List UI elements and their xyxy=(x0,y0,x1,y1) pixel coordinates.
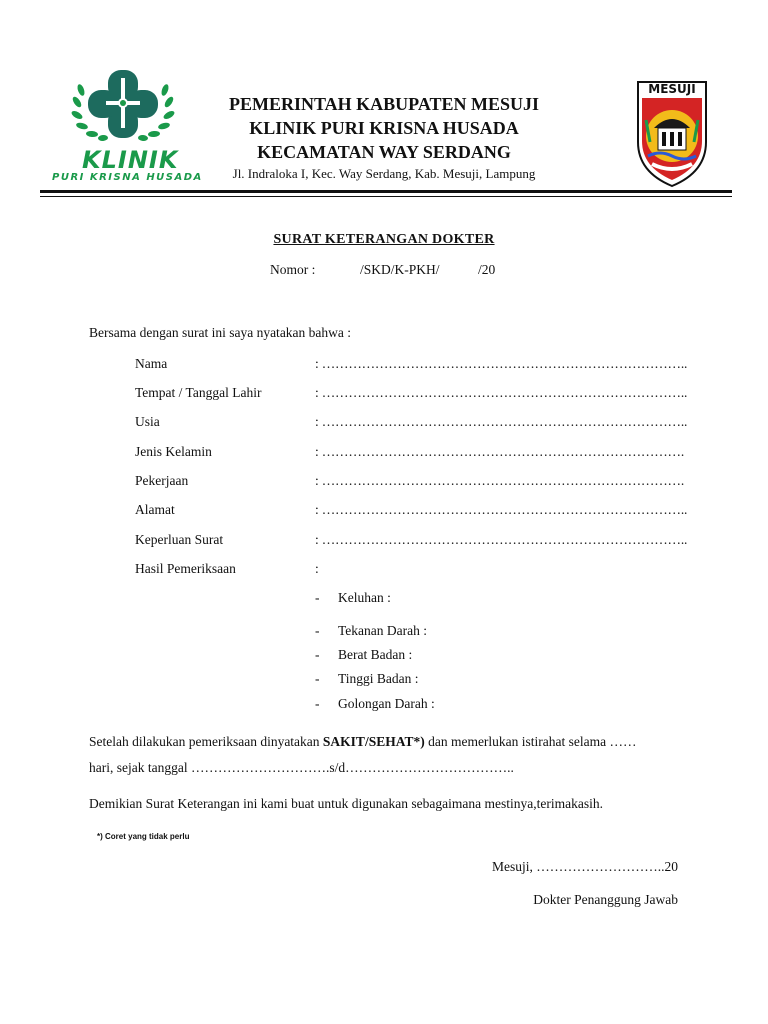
nomor-label: Nomor : xyxy=(270,262,316,277)
field-label-alamat: Alamat xyxy=(135,502,175,517)
field-label-usia: Usia xyxy=(135,414,160,429)
nomor-year: /20 xyxy=(478,262,496,277)
field-label-hasil: Hasil Pemeriksaan xyxy=(135,561,236,576)
exam-dash: - xyxy=(315,647,320,662)
klinik-logo-text: KLINIK xyxy=(82,146,179,174)
exam-dash: - xyxy=(315,696,320,711)
header-rule-thick xyxy=(40,190,732,193)
exam-dash: - xyxy=(315,671,320,686)
exam-dash: - xyxy=(315,623,320,638)
klinik-logo-subtext: PURI KRISNA HUSADA xyxy=(52,172,203,183)
header-rule-thin xyxy=(40,196,732,197)
exam-dash: - xyxy=(315,590,320,605)
mesuji-emblem-text: MESUJI xyxy=(648,82,696,96)
field-value-nama: : ……………………………………………………………………….. xyxy=(315,356,688,371)
field-value-hasil: : xyxy=(315,561,319,576)
header-district: KECAMATAN WAY SERDANG xyxy=(257,142,511,162)
header-address: Jl. Indraloka I, Kec. Way Serdang, Kab. Mesuji, Lampung xyxy=(232,166,536,181)
letter-title: SURAT KETERANGAN DOKTER xyxy=(273,232,495,247)
header-clinic-name: KLINIK PURI KRISNA HUSADA xyxy=(249,118,519,138)
signature-title: Dokter Penanggung Jawab xyxy=(533,892,678,907)
exam-berat-badan: Berat Badan : xyxy=(338,647,413,662)
exam-golongan-darah: Golongan Darah : xyxy=(338,696,435,711)
field-label-pekerjaan: Pekerjaan xyxy=(135,473,189,488)
conclusion-line-2: hari, sejak tanggal ………………………….s/d……………………………….. xyxy=(89,760,514,775)
conclusion-status: SAKIT/SEHAT*) xyxy=(322,734,425,749)
exam-tinggi-badan: Tinggi Badan : xyxy=(338,671,419,686)
field-value-ttl: : ……………………………………………………………………….. xyxy=(315,385,688,400)
field-value-usia: : ……………………………………………………………………….. xyxy=(315,414,688,429)
conclusion-line-1 xyxy=(89,734,637,750)
header-government: PEMERINTAH KABUPATEN MESUJI xyxy=(228,94,540,114)
field-value-alamat: : ……………………………………………………………………….. xyxy=(315,502,688,517)
exam-tekanan-darah: Tekanan Darah : xyxy=(338,623,428,638)
field-value-keperluan: : ……………………………………………………………………….. xyxy=(315,532,688,547)
field-label-keperluan: Keperluan Surat xyxy=(135,532,224,547)
field-label-ttl: Tempat / Tanggal Lahir xyxy=(135,385,262,400)
mesuji-shield-icon xyxy=(634,80,710,188)
intro-text: Bersama dengan surat ini saya nyatakan bahwa : xyxy=(89,325,352,340)
footnote: *) Coret yang tidak perlu xyxy=(97,832,190,841)
field-label-jenis-kelamin: Jenis Kelamin xyxy=(135,444,212,459)
exam-keluhan: Keluhan : xyxy=(338,590,391,605)
field-value-pekerjaan: : ………………………………………………………………………. xyxy=(315,473,685,488)
nomor-value: /SKD/K-PKH/ xyxy=(360,262,440,277)
field-label-nama: Nama xyxy=(135,356,168,371)
conclusion-text-b: dan memerlukan istirahat selama …… xyxy=(424,734,637,749)
field-value-jenis-kelamin: : ………………………………………………………………………. xyxy=(315,444,685,459)
conclusion-text-a: Setelah dilakukan pemeriksaan dinyatakan xyxy=(89,734,323,749)
signature-place-date: Mesuji, ………………………..20 xyxy=(491,859,678,874)
closing-text: Demikian Surat Keterangan ini kami buat untuk digunakan sebagaimana mestinya,terimakasih. xyxy=(89,796,603,811)
mesuji-emblem xyxy=(634,80,710,188)
